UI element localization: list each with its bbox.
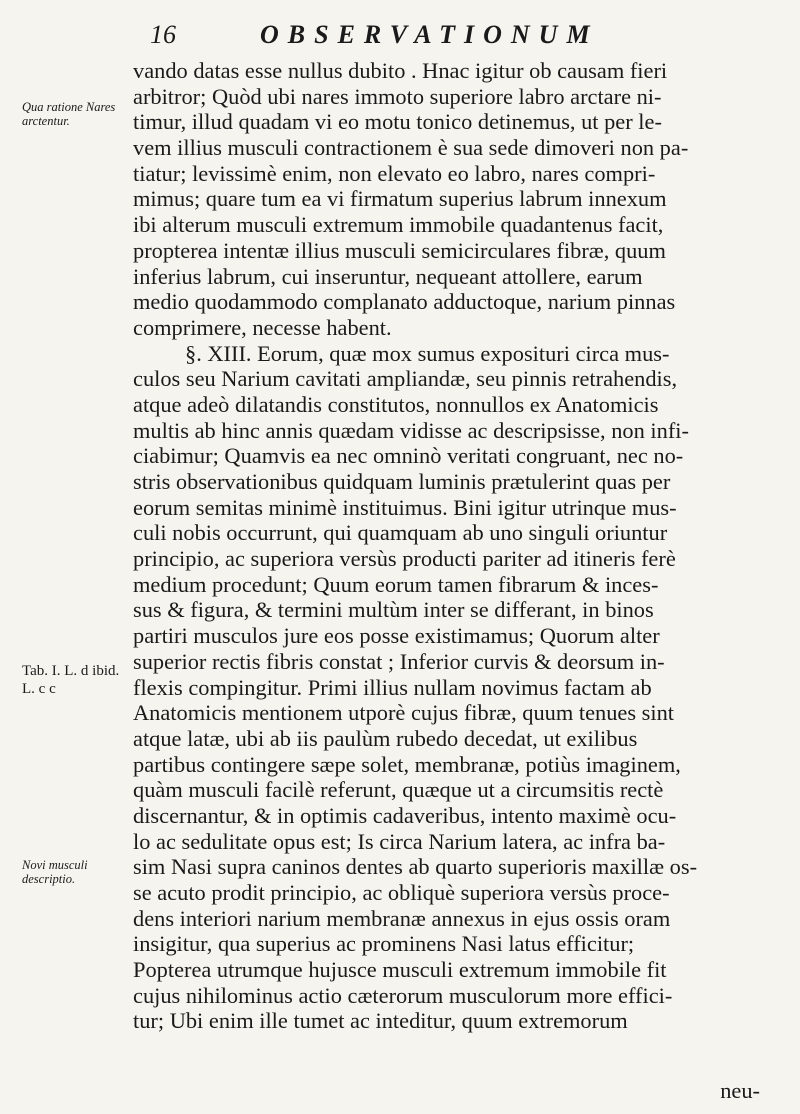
text-line: tiatur; levissimè enim, non elevato eo labro, nares compri- (133, 160, 656, 186)
text-line: lo ac sedulitate opus est; Is circa Narium latera, ac infra ba- (133, 828, 666, 854)
text-line: vando datas esse nullus dubito . Hnac igitur ob causam fieri (133, 58, 668, 83)
text-line: se acuto prodit principio, ac obliquè superiora versùs proce- (133, 880, 670, 905)
text-line: arbitror; Quòd ubi nares immoto superiore labro arctare ni- (133, 83, 662, 109)
text-line: partiri musculos jure eos posse existimamus; Quorum alter (133, 623, 660, 649)
text-line: stris observationibus quidquam luminis prætulerint quas per (133, 469, 671, 494)
margin-note-novi-musculi: Novi musculi descriptio. (22, 858, 88, 886)
text-line: comprimere, necesse habent. (133, 314, 392, 340)
text-line: Anatomicis mentionem utporè cujus fibræ, quum tenues sint (133, 700, 675, 726)
text-line: principio, ac superiora versùs producti pariter ad itineris ferè (133, 546, 676, 572)
text-line: multis ab hinc annis quædam vidisse ac descripsisse, non infi- (133, 417, 689, 443)
text-line: sus & figura, & termini multùm inter se differant, in binos (133, 597, 654, 623)
text-line: flexis compingitur. Primi illius nullam novimus factam ab (133, 674, 652, 700)
section-heading-line: §. XIII. Eorum, quæ mox sumus expositurі circa mus- (185, 340, 670, 366)
text-line: propterea intentæ illius musculi semicirculares fibræ, quum (133, 237, 666, 263)
text-line: culi nobis occurrunt, qui quamquam ab uno singuli oriuntur (133, 520, 668, 546)
page-number: 16 (150, 20, 176, 49)
text-line: medio quodammodo complanato adductoque, narium pinnas (133, 289, 676, 315)
text-line: eorum semitas minimè instituimus. Bini igitur utrinque mus- (133, 494, 677, 520)
text-line: ibi alterum musculi extremum immobile quadantenus facit, (133, 212, 664, 238)
page-header (150, 20, 770, 54)
text-line: ciabimur; Quamvis ea nec omninò veritati congruant, nec no- (133, 443, 684, 469)
text-line: sim Nasi supra caninos dentes ab quarto superioris maxillæ os- (133, 854, 698, 880)
text-line: atque latæ, ubi ab iis paulùm rubedo decedat, ut exilibus (133, 725, 638, 751)
text-line: quàm musculi facilè referunt, quæque ut a circumsitis rectè (133, 777, 664, 803)
text-line: inferius labrum, cui inseruntur, nequeant attollere, earum (133, 263, 643, 289)
text-line: culos seu Narium cavitati ampliandæ, seu pinnis retrahendis, (133, 366, 678, 392)
text-line: vem illius musculi contractionem è sua sede dimoveri non pa- (133, 135, 689, 161)
running-head: OBSERVATIONUM (260, 20, 599, 49)
margin-note-nares: Qua ratione Nares arctentur. (22, 100, 116, 128)
catchword: neu- (720, 1078, 760, 1103)
text-line: medium procedunt; Quum eorum tamen fibrarum & inces- (133, 571, 659, 597)
text-line: dens interiori narium membranæ annexus in ejus ossis oram (133, 905, 671, 931)
margin-note-table-ref: Tab. I. L. d ibid. L. c c (22, 663, 120, 697)
text-line: timur, illud quadam vi eo motu tonico detinemus, ut per le- (133, 109, 662, 135)
text-line: insigitur, qua superius ac prominens Nasi latus efficitur; (133, 931, 635, 957)
text-line: tur; Ubi enim ille tumet ac inteditur, quum extremorum (133, 1008, 628, 1034)
text-line: discernantur, & in optimis cadaveribus, intento maximè ocu- (133, 802, 677, 828)
text-line: cujus nihilominus actio cæterorum musculorum more effici- (133, 982, 673, 1008)
text-line: Popterea utrumque hujusce musculi extremum immobile fit (133, 957, 667, 983)
text-line: superior rectis fibris constat ; Inferior curvis & deorsum in- (133, 648, 665, 674)
body-text (133, 58, 773, 1034)
text-line: mimus; quare tum ea vi firmatum superius labrum innexum (133, 186, 667, 212)
text-line: partibus contingere sæpe solet, membranæ, potiùs imaginem, (133, 751, 681, 777)
text-line: atque adeò dilatandis constitutos, nonnullos ex Anatomicis (133, 391, 659, 417)
